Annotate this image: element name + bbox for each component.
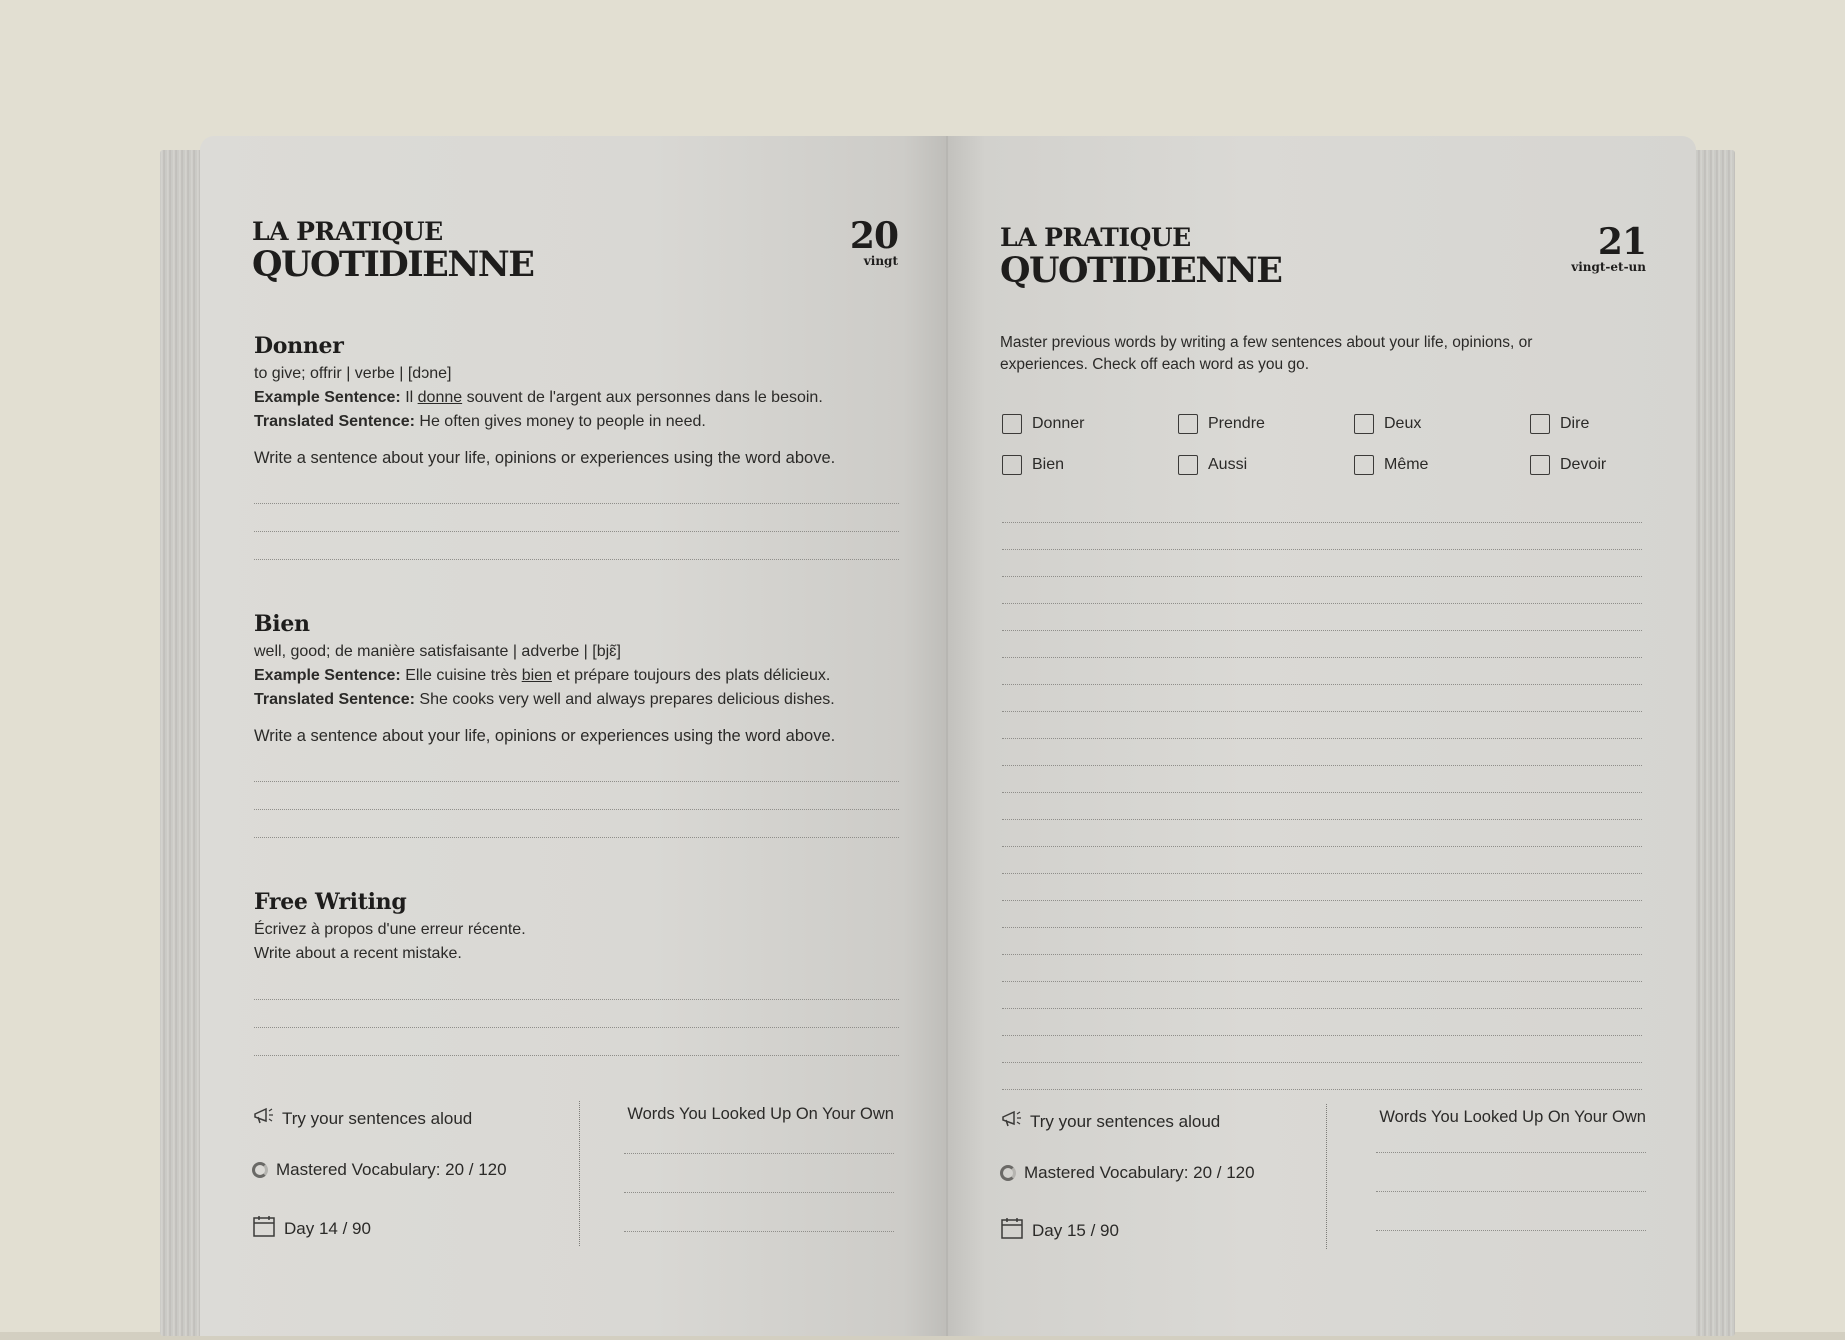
writing-lines[interactable]: [254, 476, 899, 560]
progress-ring-icon: [252, 1162, 268, 1178]
writing-line[interactable]: [254, 782, 899, 810]
megaphone-icon: [252, 1105, 274, 1132]
checkbox-box[interactable]: [1002, 414, 1022, 434]
mastered-row: [252, 1160, 507, 1180]
example-sentence: [254, 386, 899, 410]
checkbox-label: Même: [1384, 456, 1429, 473]
title-line1: LA PRATIQUE: [1000, 223, 1191, 252]
title-line2: QUOTIDIENNE: [252, 244, 534, 285]
page-number-word: vingt: [863, 254, 898, 268]
writing-line[interactable]: [1002, 874, 1642, 901]
writing-line[interactable]: [1002, 928, 1642, 955]
vocab-word: Donner: [254, 333, 344, 359]
words-line[interactable]: [624, 1231, 894, 1232]
writing-line[interactable]: [1002, 685, 1642, 712]
free-writing-section: [254, 888, 899, 1056]
writing-area[interactable]: [1002, 496, 1642, 1090]
writing-line[interactable]: [254, 972, 899, 1000]
translated-sentence: [254, 410, 899, 434]
checkbox-box[interactable]: [1530, 414, 1550, 434]
writing-lines[interactable]: [254, 972, 899, 1056]
vocab-word: Bien: [254, 611, 310, 637]
aloud-label: Try your sentences aloud: [1030, 1111, 1221, 1131]
writing-line[interactable]: [1002, 739, 1642, 766]
writing-line[interactable]: [1002, 766, 1642, 793]
writing-line[interactable]: [1002, 820, 1642, 847]
checkbox-aussi[interactable]: [1178, 455, 1247, 475]
day-row: [252, 1214, 371, 1243]
page-number-digits: 20: [849, 215, 898, 257]
example-after: et prépare toujours des plats délicieux.: [551, 667, 831, 684]
page-footer: [1000, 1104, 1650, 1254]
page-number-digits: 21: [1597, 221, 1646, 263]
writing-line[interactable]: [1002, 901, 1642, 928]
page-edges-right: [1691, 150, 1735, 1336]
example-label: Example Sentence:: [254, 389, 401, 406]
translated-sentence: [254, 688, 899, 712]
writing-line[interactable]: [1002, 712, 1642, 739]
mastered-label: Mastered Vocabulary: 20 / 120: [276, 1160, 507, 1179]
megaphone-icon: [1000, 1108, 1022, 1135]
words-line[interactable]: [1376, 1152, 1646, 1153]
writing-line[interactable]: [1002, 1036, 1642, 1063]
calendar-icon: [1000, 1216, 1024, 1245]
writing-line[interactable]: [254, 754, 899, 782]
example-after: souvent de l'argent aux personnes dans le besoin.: [462, 389, 823, 406]
checkbox-box[interactable]: [1178, 414, 1198, 434]
page-footer: [252, 1101, 902, 1251]
writing-prompt: Write a sentence about your life, opinions or experiences using the word above.: [254, 449, 836, 467]
checkbox-label: Deux: [1384, 415, 1422, 432]
example-before: Il: [405, 389, 418, 406]
left-page: [200, 136, 948, 1336]
vocab-entry-donner: [254, 332, 899, 560]
words-line[interactable]: [624, 1192, 894, 1193]
writing-line[interactable]: [1002, 1009, 1642, 1036]
writing-line[interactable]: [254, 532, 899, 560]
checkbox-prendre[interactable]: [1178, 414, 1265, 434]
day-label: Day 15 / 90: [1032, 1220, 1119, 1240]
writing-line[interactable]: [1002, 847, 1642, 874]
writing-line[interactable]: [254, 1000, 899, 1028]
free-writing-prompt-en: Write about a recent mistake.: [254, 945, 462, 962]
checkbox-label: Donner: [1032, 415, 1085, 432]
aloud-row: [1000, 1108, 1220, 1135]
aloud-label: Try your sentences aloud: [282, 1108, 473, 1128]
checkbox-devoir[interactable]: [1530, 455, 1606, 475]
words-line[interactable]: [624, 1153, 894, 1154]
page-number: [849, 215, 898, 268]
checkbox-box[interactable]: [1002, 455, 1022, 475]
writing-line[interactable]: [1002, 793, 1642, 820]
checkbox-deux[interactable]: [1354, 414, 1421, 434]
vocab-definition: well, good; de manière satisfaisante | adverbe | [bjɛ̃]: [254, 643, 621, 660]
checkbox-label: Bien: [1032, 456, 1065, 473]
words-line[interactable]: [1376, 1191, 1646, 1192]
free-writing-heading: Free Writing: [254, 889, 407, 915]
words-looked-up-heading: Words You Looked Up On Your Own: [627, 1105, 894, 1123]
checkbox-box[interactable]: [1354, 414, 1374, 434]
writing-line[interactable]: [1002, 523, 1642, 550]
example-label: Example Sentence:: [254, 667, 401, 684]
writing-line[interactable]: [1002, 496, 1642, 523]
writing-line[interactable]: [1002, 550, 1642, 577]
checkbox-label: Aussi: [1208, 456, 1248, 473]
writing-line[interactable]: [1002, 658, 1642, 685]
checkbox-bien[interactable]: [1002, 455, 1064, 475]
checkbox-dire[interactable]: [1530, 414, 1589, 434]
writing-line[interactable]: [1002, 577, 1642, 604]
page-number-word: vingt-et-un: [1571, 260, 1646, 274]
page-number: [1571, 221, 1646, 274]
open-book: [160, 128, 1735, 1336]
vocab-definition: to give; offrir | verbe | [dɔne]: [254, 365, 452, 382]
mastered-label: Mastered Vocabulary: 20 / 120: [1024, 1163, 1255, 1182]
checkbox-box[interactable]: [1354, 455, 1374, 475]
translated-label: Translated Sentence:: [254, 691, 415, 708]
mastered-row: [1000, 1163, 1255, 1183]
vocab-entry-bien: [254, 610, 899, 838]
footer-divider: [1326, 1104, 1327, 1249]
page-edges-left: [160, 150, 204, 1336]
intro-text: Master previous words by writing a few sentences about your life, opinions, or experiences. Check off each word as you go.: [1000, 334, 1533, 373]
aloud-row: [252, 1105, 472, 1132]
writing-line[interactable]: [254, 1028, 899, 1056]
translated-text: He often gives money to people in need.: [419, 413, 706, 430]
example-sentence: [254, 664, 899, 688]
writing-line[interactable]: [1002, 604, 1642, 631]
writing-line[interactable]: [254, 504, 899, 532]
writing-prompt: Write a sentence about your life, opinions or experiences using the word above.: [254, 727, 836, 745]
writing-line[interactable]: [254, 810, 899, 838]
checkbox-box[interactable]: [1178, 455, 1198, 475]
checkbox-label: Devoir: [1560, 456, 1607, 473]
right-page: [948, 136, 1696, 1336]
example-highlight: donne: [417, 389, 463, 406]
words-looked-up-heading: Words You Looked Up On Your Own: [1379, 1108, 1646, 1126]
writing-line[interactable]: [1002, 1063, 1642, 1090]
writing-line[interactable]: [1002, 982, 1642, 1009]
writing-line[interactable]: [1002, 631, 1642, 658]
checkbox-label: Dire: [1560, 415, 1590, 432]
calendar-icon: [252, 1214, 276, 1243]
free-writing-prompt-fr: Écrivez à propos d'une erreur récente.: [254, 921, 526, 938]
day-label: Day 14 / 90: [284, 1218, 371, 1238]
checkbox-label: Prendre: [1208, 415, 1265, 432]
checkbox-box[interactable]: [1530, 455, 1550, 475]
page-header: [252, 215, 898, 298]
title-line2: QUOTIDIENNE: [1000, 250, 1282, 291]
writing-line[interactable]: [254, 476, 899, 504]
writing-line[interactable]: [1002, 955, 1642, 982]
footer-divider: [579, 1101, 580, 1246]
page-header: [1000, 221, 1646, 304]
checkbox-donner[interactable]: [1002, 414, 1084, 434]
title-line1: LA PRATIQUE: [252, 217, 443, 246]
words-line[interactable]: [1376, 1230, 1646, 1231]
translated-text: She cooks very well and always prepares delicious dishes.: [419, 691, 835, 708]
writing-lines[interactable]: [254, 754, 899, 838]
example-highlight: bien: [521, 667, 552, 684]
translated-label: Translated Sentence:: [254, 413, 415, 430]
checkbox-meme[interactable]: [1354, 455, 1428, 475]
day-row: [1000, 1216, 1119, 1245]
progress-ring-icon: [1000, 1165, 1016, 1181]
example-before: Elle cuisine très: [405, 667, 522, 684]
